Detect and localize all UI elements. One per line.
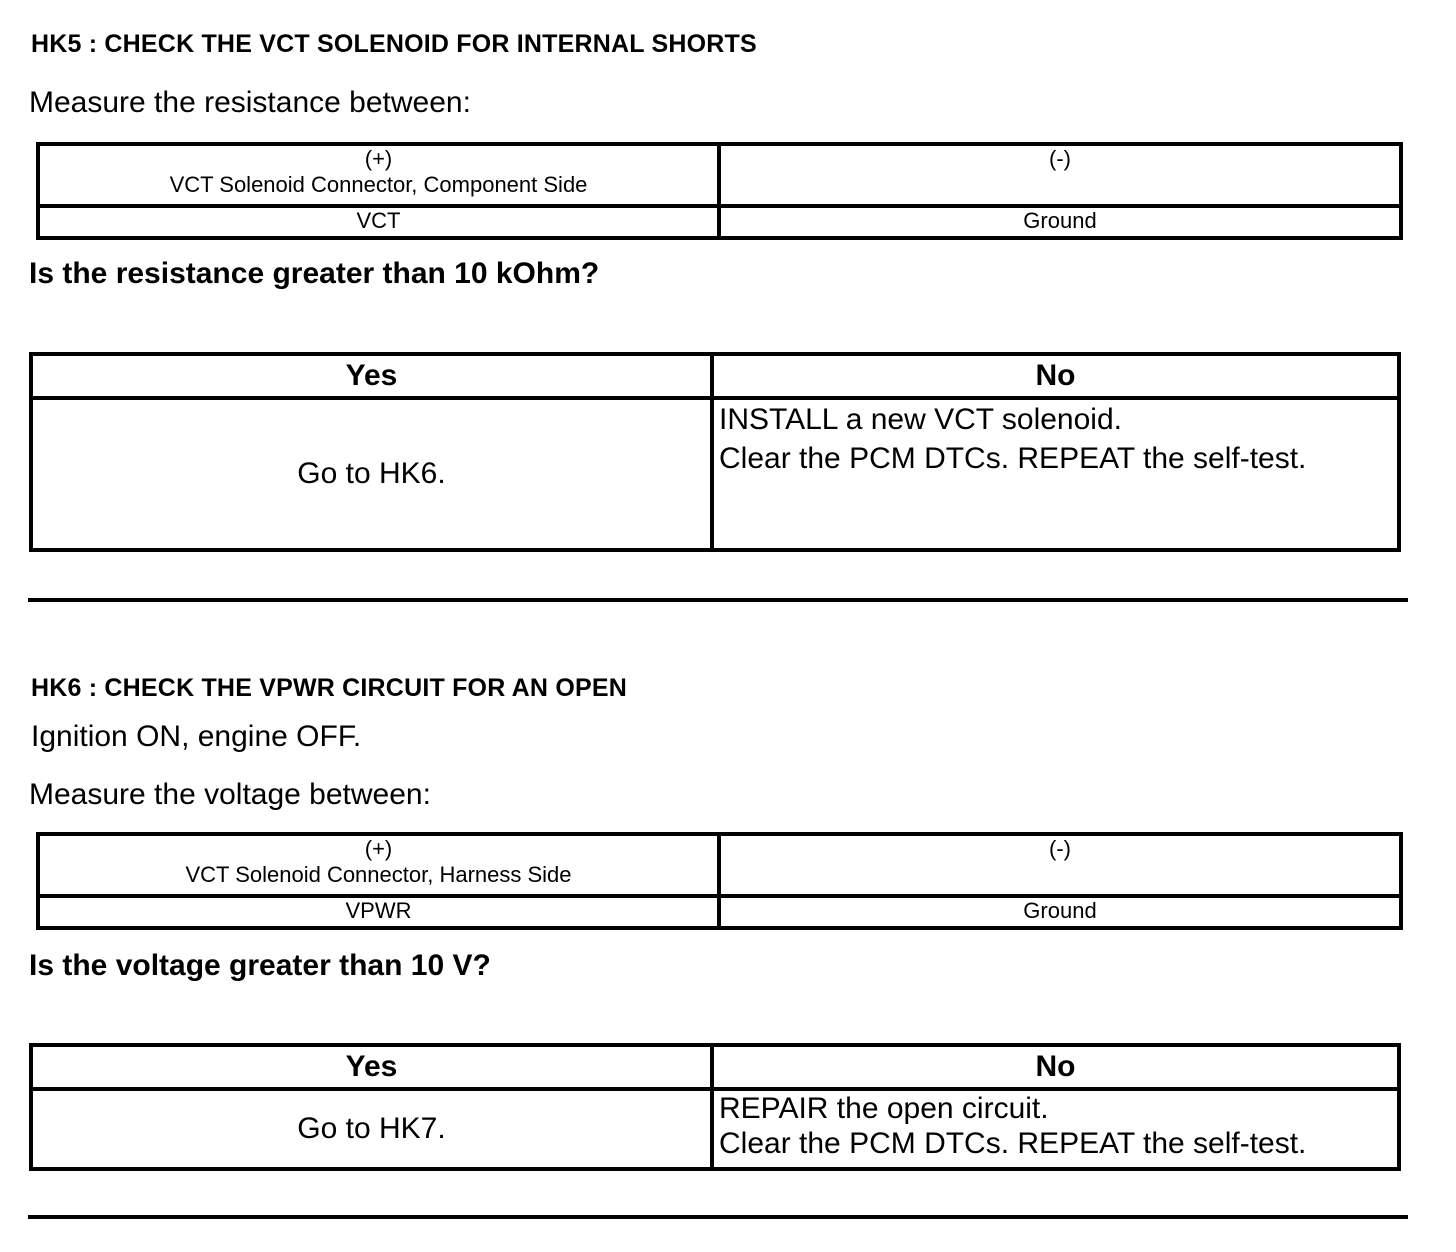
hk6-no-action-line2: Clear the PCM DTCs. REPEAT the self-test.	[719, 1127, 1307, 1160]
hk6-plus-value: VPWR	[38, 896, 719, 928]
hk5-no-header: No	[712, 354, 1399, 398]
hk5-question: Is the resistance greater than 10 kOhm?	[29, 257, 600, 290]
hk6-minus-header-cell	[719, 834, 1401, 896]
hk5-minus-value: Ground	[719, 206, 1401, 238]
hk6-minus-header: (-)	[1049, 836, 1071, 861]
hk6-instruction-1: Ignition ON, engine OFF.	[31, 720, 362, 753]
hk5-no-action-cell	[712, 398, 1399, 550]
hk5-plus-header-cell	[38, 144, 719, 206]
section-divider-bottom	[28, 1215, 1408, 1219]
hk6-yes-header: Yes	[31, 1045, 712, 1089]
hk5-plus-header: (+)	[364, 146, 393, 171]
hk6-heading: HK6 : CHECK THE VPWR CIRCUIT FOR AN OPEN	[31, 674, 627, 702]
hk6-no-header: No	[712, 1045, 1399, 1089]
hk5-no-action-line1: INSTALL a new VCT solenoid.	[719, 403, 1122, 436]
hk6-yes-action: Go to HK7.	[31, 1089, 712, 1169]
hk6-result-table	[29, 1043, 1401, 1171]
hk6-plus-header-cell	[38, 834, 719, 896]
hk5-yes-header: Yes	[31, 354, 712, 398]
hk6-no-action-cell	[712, 1089, 1399, 1169]
hk6-no-action-line1: REPAIR the open circuit.	[719, 1092, 1049, 1125]
hk5-instruction: Measure the resistance between:	[29, 86, 471, 119]
hk5-result-table	[29, 352, 1401, 552]
hk5-yes-action: Go to HK6.	[31, 398, 712, 550]
hk6-instruction-2: Measure the voltage between:	[29, 778, 431, 811]
hk6-plus-header: (+)	[364, 836, 393, 861]
hk6-measure-table	[36, 832, 1403, 930]
section-divider	[28, 598, 1408, 602]
hk5-heading: HK5 : CHECK THE VCT SOLENOID FOR INTERNAL SHORTS	[31, 30, 757, 58]
hk5-plus-value: VCT	[38, 206, 719, 238]
hk6-minus-value: Ground	[719, 896, 1401, 928]
hk5-minus-header: (-)	[1049, 146, 1071, 171]
hk5-no-action-line2: Clear the PCM DTCs. REPEAT the self-test.	[719, 442, 1307, 475]
hk5-minus-header-cell	[719, 144, 1401, 206]
hk6-plus-subheader: VCT Solenoid Connector, Harness Side	[185, 862, 572, 887]
hk6-question: Is the voltage greater than 10 V?	[29, 949, 491, 982]
hk5-plus-subheader: VCT Solenoid Connector, Component Side	[169, 172, 588, 197]
hk5-measure-table	[36, 142, 1403, 240]
